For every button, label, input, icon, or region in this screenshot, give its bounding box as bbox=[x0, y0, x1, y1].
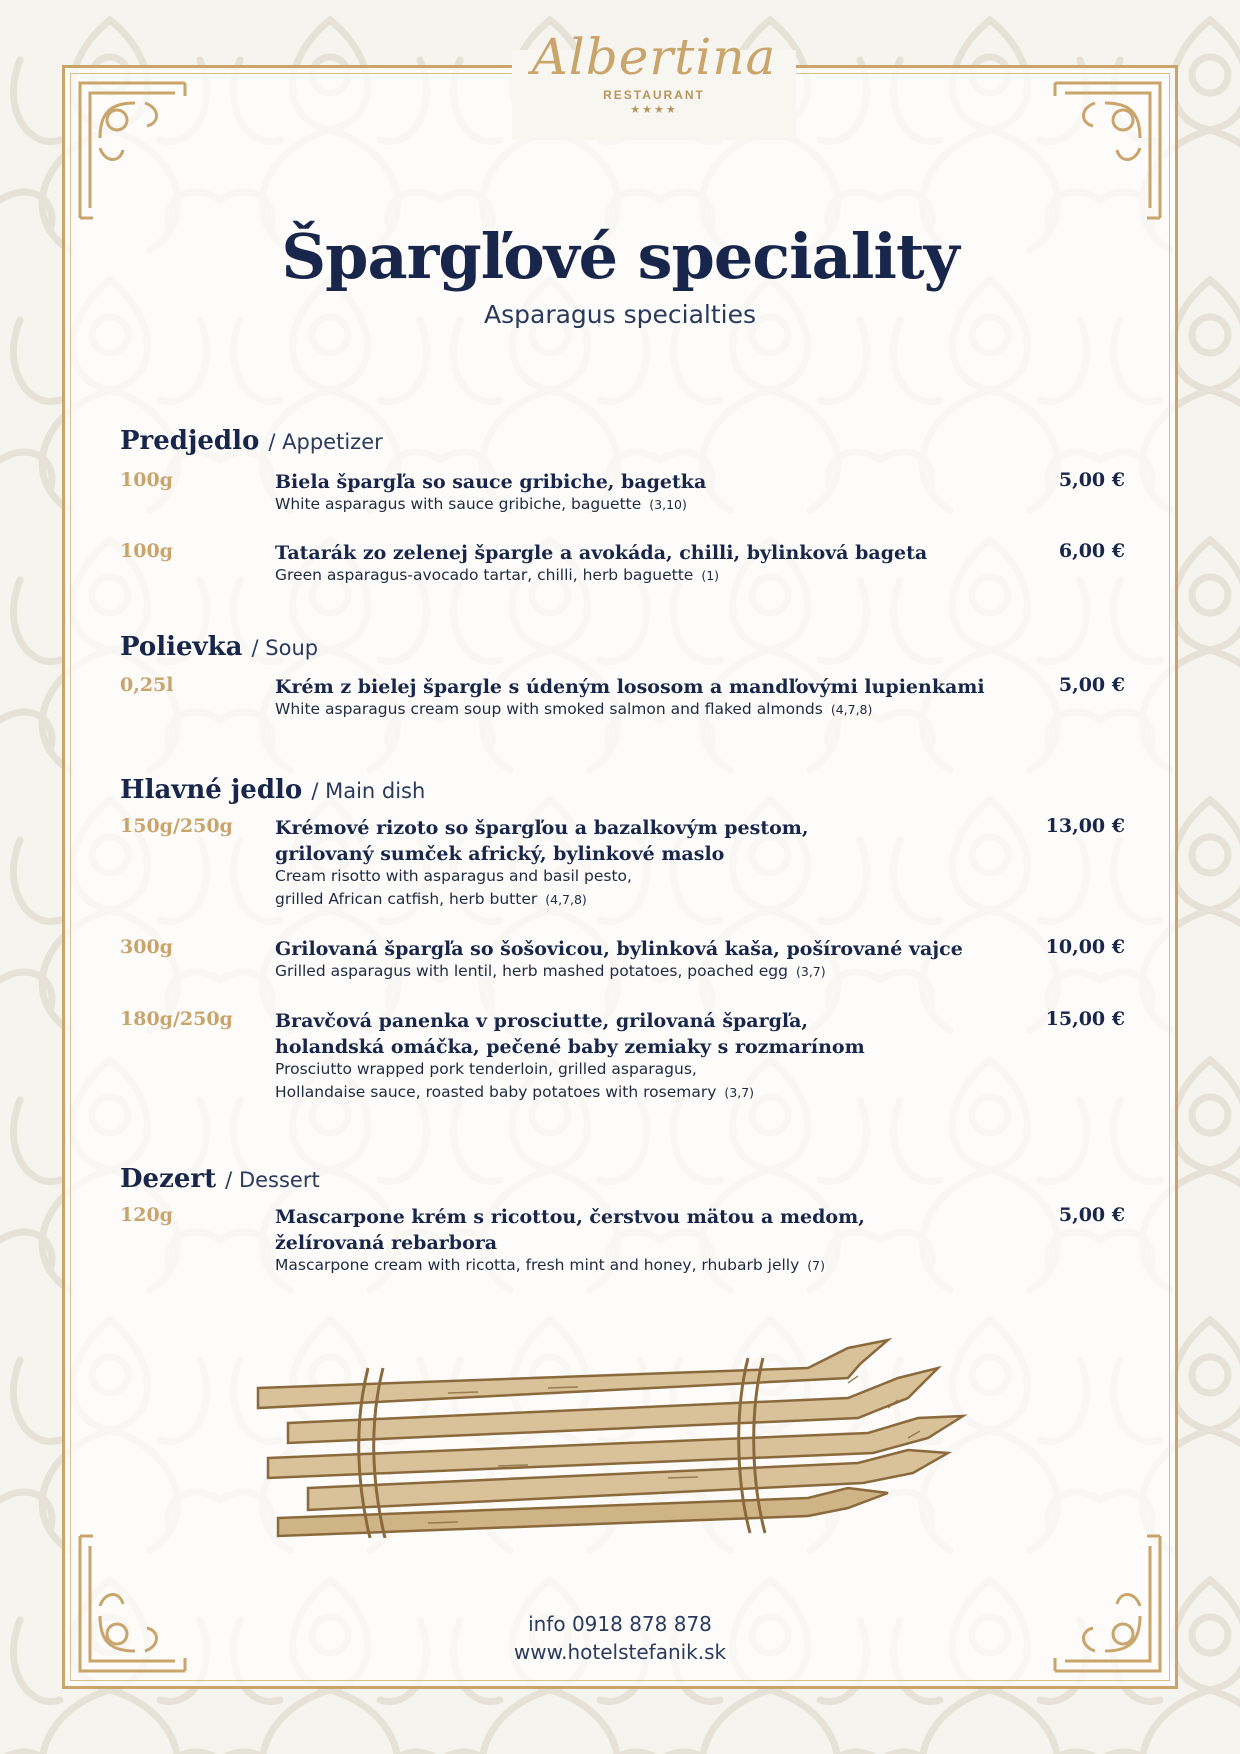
item-description: Cream risotto with asparagus and basil pesto, grilled African catfish, herb butter (4,7,8) bbox=[275, 867, 632, 908]
section-name-sk: Dezert bbox=[120, 1164, 217, 1194]
section-name-en: Soup bbox=[265, 636, 319, 660]
item-quantity: 180g/250g bbox=[120, 1008, 233, 1030]
item-quantity: 100g bbox=[120, 540, 173, 562]
section-name-sk: Polievka bbox=[120, 632, 243, 662]
section-separator: / bbox=[225, 1168, 239, 1192]
menu-title: Špargľové speciality bbox=[281, 220, 959, 293]
item-quantity: 100g bbox=[120, 469, 173, 491]
logo-subtitle: RESTAURANT bbox=[603, 88, 705, 102]
item-name: Grilovaná špargľa so šošovicou, bylinková kaša, pošírované vajce bbox=[275, 938, 963, 960]
section-heading-soup bbox=[120, 632, 318, 662]
item-allergens: (3,10) bbox=[649, 497, 687, 512]
item-name: Biela špargľa so sauce gribiche, bagetka bbox=[275, 471, 707, 493]
section-name-sk: Hlavné jedlo bbox=[120, 775, 303, 805]
item-price: 5,00 € bbox=[1058, 1204, 1125, 1226]
item-price: 5,00 € bbox=[1058, 469, 1125, 491]
section-separator: / bbox=[311, 779, 326, 803]
item-price: 5,00 € bbox=[1058, 674, 1125, 696]
item-allergens: (4,7,8) bbox=[830, 702, 873, 717]
item-price: 15,00 € bbox=[1045, 1008, 1125, 1030]
item-allergens: (3,7) bbox=[795, 964, 826, 979]
menu-subtitle: Asparagus specialties bbox=[484, 300, 756, 329]
item-quantity: 150g/250g bbox=[120, 815, 233, 837]
corner-ornament-top-right bbox=[1045, 78, 1165, 228]
item-description: White asparagus with sauce gribiche, baguette (3,10) bbox=[275, 495, 687, 513]
logo-wordmark: Albertina bbox=[531, 28, 777, 86]
item-description: Green asparagus-avocado tartar, chilli, herb baguette (1) bbox=[275, 566, 720, 584]
section-heading-appetizer bbox=[120, 426, 383, 456]
contact-website[interactable]: www.hotelstefanik.sk bbox=[513, 1640, 727, 1664]
item-price: 13,00 € bbox=[1045, 815, 1125, 837]
item-quantity: 300g bbox=[120, 936, 173, 958]
item-name: Tatarák zo zelenej špargle a avokáda, chilli, bylinková bageta bbox=[275, 542, 928, 564]
corner-ornament-top-left bbox=[75, 78, 195, 228]
section-heading-main-dish bbox=[120, 775, 425, 805]
item-allergens: (7) bbox=[807, 1258, 826, 1273]
item-price: 6,00 € bbox=[1058, 540, 1125, 562]
asparagus-bundle-illustration bbox=[248, 1338, 978, 1538]
item-description: White asparagus cream soup with smoked salmon and flaked almonds (4,7,8) bbox=[275, 700, 873, 718]
item-quantity: 0,25l bbox=[120, 674, 174, 696]
item-description: Grilled asparagus with lentil, herb mashed potatoes, poached egg (3,7) bbox=[275, 962, 826, 980]
section-name-en: Main dish bbox=[325, 779, 426, 803]
logo-stars: ★★★★ bbox=[630, 103, 678, 116]
item-allergens: (4,7,8) bbox=[545, 892, 587, 907]
item-name: Krémové rizoto so špargľou a bazalkovým pestom, grilovaný sumček africký, bylinkové maslo bbox=[275, 817, 809, 865]
item-description: Mascarpone cream with ricotta, fresh mint and honey, rhubarb jelly (7) bbox=[275, 1256, 826, 1274]
item-name: Bravčová panenka v prosciutte, grilovaná špargľa, holandská omáčka, pečené baby zemiaky s rozmarínom bbox=[275, 1010, 865, 1058]
item-price: 10,00 € bbox=[1045, 936, 1125, 958]
item-allergens: (3,7) bbox=[724, 1085, 755, 1100]
item-quantity: 120g bbox=[120, 1204, 173, 1226]
section-separator: / bbox=[268, 430, 283, 454]
section-separator: / bbox=[251, 636, 266, 660]
item-name: Krém z bielej špargle s údeným lososom a mandľovými lupienkami bbox=[275, 676, 985, 698]
section-name-en: Dessert bbox=[238, 1168, 320, 1192]
section-name-en: Appetizer bbox=[282, 430, 383, 454]
item-description: Prosciutto wrapped pork tenderloin, grilled asparagus, Hollandaise sauce, roasted baby potatoes with rosemary (3,7) bbox=[275, 1060, 755, 1101]
item-name: Mascarpone krém s ricottou, čerstvou mätou a medom, želírovaná rebarbora bbox=[275, 1206, 865, 1254]
item-allergens: (1) bbox=[701, 568, 720, 583]
section-heading-dessert bbox=[120, 1164, 320, 1194]
section-name-sk: Predjedlo bbox=[120, 426, 260, 456]
contact-phone: info 0918 878 878 bbox=[528, 1612, 712, 1636]
